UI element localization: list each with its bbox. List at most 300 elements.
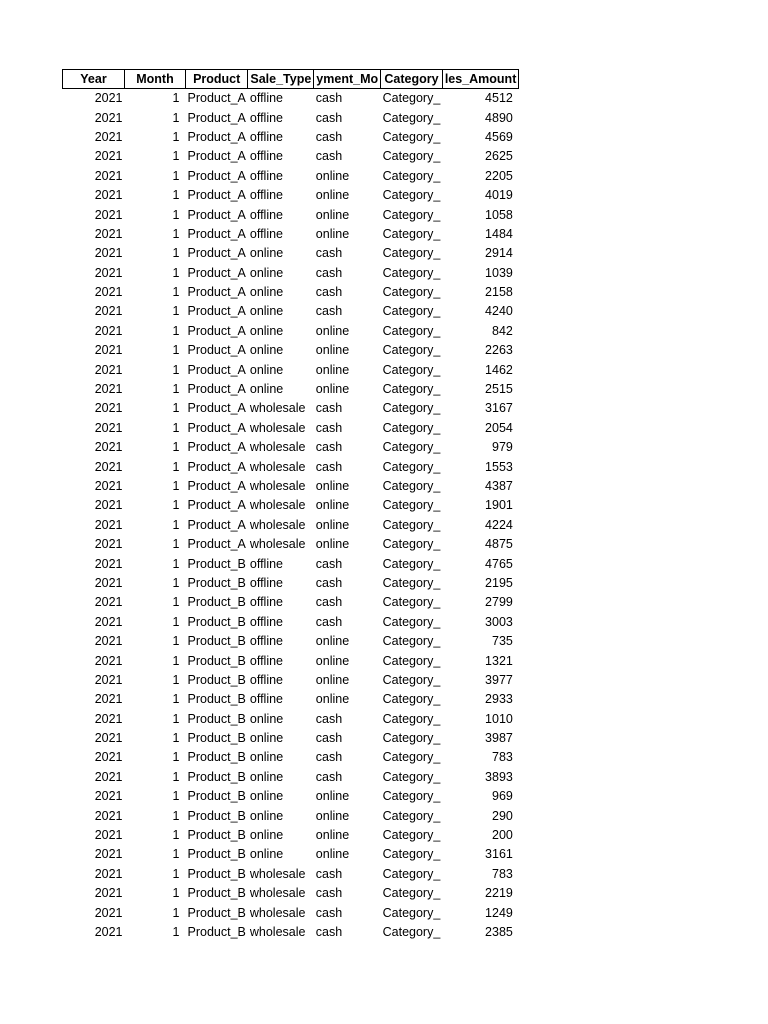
- cell-sale-type[interactable]: wholesale: [249, 459, 306, 474]
- cell-category[interactable]: Category_: [382, 401, 441, 416]
- cell-sale-type[interactable]: online: [249, 265, 284, 280]
- cell-sales-amount[interactable]: 1901: [485, 498, 513, 513]
- cell-payment-mode[interactable]: cash: [315, 866, 343, 881]
- cell-sale-type[interactable]: wholesale: [249, 420, 306, 435]
- cell-category[interactable]: Category_: [382, 808, 441, 823]
- cell-sales-amount[interactable]: 3161: [485, 847, 513, 862]
- cell-year[interactable]: 2021: [94, 382, 123, 397]
- cell-year[interactable]: 2021: [94, 595, 123, 610]
- cell-sale-type[interactable]: offline: [249, 556, 284, 571]
- cell-payment-mode[interactable]: online: [315, 634, 350, 649]
- cell-category[interactable]: Category_: [382, 207, 441, 222]
- cell-sale-type[interactable]: offline: [249, 149, 284, 164]
- cell-month[interactable]: 1: [172, 886, 180, 901]
- cell-year[interactable]: 2021: [94, 91, 123, 106]
- cell-category[interactable]: Category_: [382, 285, 441, 300]
- cell-month[interactable]: 1: [172, 362, 180, 377]
- cell-sale-type[interactable]: online: [249, 343, 284, 358]
- cell-category[interactable]: Category_: [382, 498, 441, 513]
- cell-product[interactable]: Product_B: [187, 866, 246, 881]
- cell-sale-type[interactable]: online: [249, 362, 284, 377]
- cell-month[interactable]: 1: [172, 343, 180, 358]
- cell-payment-mode[interactable]: online: [315, 168, 350, 183]
- cell-sale-type[interactable]: offline: [249, 653, 284, 668]
- cell-year[interactable]: 2021: [94, 246, 123, 261]
- cell-category[interactable]: Category_: [382, 711, 441, 726]
- cell-month[interactable]: 1: [172, 517, 180, 532]
- header-month[interactable]: Month: [125, 70, 186, 89]
- cell-payment-mode[interactable]: online: [315, 479, 350, 493]
- cell-sales-amount[interactable]: 1484: [485, 226, 513, 241]
- cell-product[interactable]: Product_B: [187, 614, 246, 629]
- cell-year[interactable]: 2021: [94, 459, 123, 474]
- cell-category[interactable]: Category_: [382, 886, 441, 901]
- cell-category[interactable]: Category_: [382, 769, 441, 784]
- cell-product[interactable]: Product_B: [187, 750, 246, 765]
- cell-product[interactable]: Product_A: [187, 498, 246, 513]
- cell-sales-amount[interactable]: 735: [492, 634, 513, 649]
- cell-sale-type[interactable]: offline: [249, 168, 284, 183]
- cell-month[interactable]: 1: [172, 789, 180, 804]
- header-sale-type[interactable]: Sale_Type: [248, 70, 314, 89]
- cell-year[interactable]: 2021: [94, 672, 123, 687]
- cell-sales-amount[interactable]: 979: [492, 440, 513, 455]
- cell-month[interactable]: 1: [172, 265, 180, 280]
- cell-category[interactable]: Category_: [382, 226, 441, 241]
- cell-payment-mode[interactable]: cash: [315, 575, 343, 590]
- cell-year[interactable]: 2021: [94, 226, 123, 241]
- cell-year[interactable]: 2021: [94, 188, 123, 203]
- cell-year[interactable]: 2021: [94, 886, 123, 901]
- cell-sales-amount[interactable]: 4224: [485, 517, 513, 532]
- cell-sales-amount[interactable]: 3977: [485, 672, 513, 687]
- cell-product[interactable]: Product_A: [187, 323, 246, 338]
- cell-product[interactable]: Product_A: [187, 207, 246, 222]
- cell-product[interactable]: Product_A: [187, 168, 246, 183]
- cell-payment-mode[interactable]: online: [315, 808, 350, 823]
- cell-payment-mode[interactable]: online: [315, 847, 350, 862]
- cell-sale-type[interactable]: offline: [249, 575, 284, 590]
- cell-sales-amount[interactable]: 1462: [485, 362, 513, 377]
- cell-category[interactable]: Category_: [382, 556, 441, 571]
- cell-sales-amount[interactable]: 1010: [485, 711, 513, 726]
- cell-category[interactable]: Category_: [382, 595, 441, 610]
- cell-month[interactable]: 1: [172, 614, 180, 629]
- cell-category[interactable]: Category_: [382, 537, 441, 552]
- cell-sales-amount[interactable]: 4240: [485, 304, 513, 319]
- cell-sales-amount[interactable]: 2263: [485, 343, 513, 358]
- cell-payment-mode[interactable]: cash: [315, 246, 343, 261]
- cell-payment-mode[interactable]: online: [315, 382, 350, 397]
- cell-sales-amount[interactable]: 3167: [485, 401, 513, 416]
- cell-sale-type[interactable]: wholesale: [249, 517, 306, 532]
- cell-product[interactable]: Product_B: [187, 711, 246, 726]
- cell-sales-amount[interactable]: 4019: [485, 188, 513, 203]
- cell-product[interactable]: Product_B: [187, 847, 246, 862]
- cell-payment-mode[interactable]: online: [315, 692, 350, 707]
- cell-sale-type[interactable]: online: [249, 304, 284, 319]
- cell-year[interactable]: 2021: [94, 440, 123, 455]
- cell-payment-mode[interactable]: cash: [315, 459, 343, 474]
- cell-payment-mode[interactable]: online: [315, 362, 350, 377]
- cell-payment-mode[interactable]: online: [315, 323, 350, 338]
- cell-payment-mode[interactable]: online: [315, 653, 350, 668]
- cell-year[interactable]: 2021: [94, 924, 123, 939]
- cell-year[interactable]: 2021: [94, 362, 123, 377]
- cell-payment-mode[interactable]: cash: [315, 905, 343, 920]
- cell-sale-type[interactable]: offline: [249, 634, 284, 649]
- cell-product[interactable]: Product_A: [187, 362, 246, 377]
- cell-month[interactable]: 1: [172, 750, 180, 765]
- cell-sales-amount[interactable]: 4569: [485, 129, 513, 144]
- cell-month[interactable]: 1: [172, 459, 180, 474]
- cell-category[interactable]: Category_: [382, 129, 441, 144]
- cell-year[interactable]: 2021: [94, 537, 123, 552]
- cell-category[interactable]: Category_: [382, 420, 441, 435]
- cell-sales-amount[interactable]: 969: [492, 789, 513, 804]
- cell-payment-mode[interactable]: cash: [315, 595, 343, 610]
- cell-month[interactable]: 1: [172, 808, 180, 823]
- cell-payment-mode[interactable]: cash: [315, 440, 343, 455]
- cell-sale-type[interactable]: wholesale: [249, 479, 306, 493]
- cell-category[interactable]: Category_: [382, 362, 441, 377]
- cell-sale-type[interactable]: online: [249, 731, 284, 746]
- cell-product[interactable]: Product_A: [187, 188, 246, 203]
- cell-category[interactable]: Category_: [382, 905, 441, 920]
- cell-month[interactable]: 1: [172, 479, 180, 493]
- cell-year[interactable]: 2021: [94, 517, 123, 532]
- cell-payment-mode[interactable]: cash: [315, 420, 343, 435]
- cell-sale-type[interactable]: offline: [249, 207, 284, 222]
- cell-sales-amount[interactable]: 1039: [485, 265, 513, 280]
- cell-month[interactable]: 1: [172, 498, 180, 513]
- cell-sales-amount[interactable]: 842: [492, 323, 513, 338]
- cell-month[interactable]: 1: [172, 188, 180, 203]
- cell-sales-amount[interactable]: 2205: [485, 168, 513, 183]
- cell-month[interactable]: 1: [172, 110, 180, 125]
- cell-category[interactable]: Category_: [382, 847, 441, 862]
- cell-payment-mode[interactable]: online: [315, 789, 350, 804]
- cell-category[interactable]: Category_: [382, 692, 441, 707]
- cell-sales-amount[interactable]: 2158: [485, 285, 513, 300]
- cell-sales-amount[interactable]: 4512: [485, 91, 513, 106]
- cell-product[interactable]: Product_A: [187, 129, 246, 144]
- cell-payment-mode[interactable]: online: [315, 828, 350, 843]
- cell-month[interactable]: 1: [172, 556, 180, 571]
- cell-sales-amount[interactable]: 1058: [485, 207, 513, 222]
- cell-month[interactable]: 1: [172, 847, 180, 862]
- cell-sales-amount[interactable]: 4387: [485, 479, 513, 493]
- cell-sales-amount[interactable]: 2195: [485, 575, 513, 590]
- cell-product[interactable]: Product_B: [187, 808, 246, 823]
- cell-payment-mode[interactable]: cash: [315, 401, 343, 416]
- cell-sales-amount[interactable]: 290: [492, 808, 513, 823]
- cell-sales-amount[interactable]: 1321: [485, 653, 513, 668]
- cell-sales-amount[interactable]: 4875: [485, 537, 513, 552]
- cell-sale-type[interactable]: wholesale: [249, 905, 306, 920]
- cell-month[interactable]: 1: [172, 91, 180, 106]
- cell-payment-mode[interactable]: online: [315, 207, 350, 222]
- cell-payment-mode[interactable]: cash: [315, 769, 343, 784]
- cell-year[interactable]: 2021: [94, 420, 123, 435]
- cell-payment-mode[interactable]: cash: [315, 285, 343, 300]
- cell-category[interactable]: Category_: [382, 731, 441, 746]
- cell-sale-type[interactable]: online: [249, 828, 284, 843]
- cell-payment-mode[interactable]: cash: [315, 129, 343, 144]
- cell-year[interactable]: 2021: [94, 498, 123, 513]
- cell-year[interactable]: 2021: [94, 285, 123, 300]
- cell-payment-mode[interactable]: cash: [315, 750, 343, 765]
- cell-sale-type[interactable]: online: [249, 769, 284, 784]
- cell-product[interactable]: Product_A: [187, 401, 246, 416]
- cell-month[interactable]: 1: [172, 168, 180, 183]
- cell-product[interactable]: Product_A: [187, 226, 246, 241]
- cell-month[interactable]: 1: [172, 924, 180, 939]
- cell-sales-amount[interactable]: 2515: [485, 382, 513, 397]
- cell-payment-mode[interactable]: online: [315, 188, 350, 203]
- cell-product[interactable]: Product_A: [187, 285, 246, 300]
- cell-category[interactable]: Category_: [382, 246, 441, 261]
- cell-month[interactable]: 1: [172, 226, 180, 241]
- cell-product[interactable]: Product_A: [187, 382, 246, 397]
- cell-year[interactable]: 2021: [94, 323, 123, 338]
- cell-category[interactable]: Category_: [382, 924, 441, 939]
- cell-month[interactable]: 1: [172, 401, 180, 416]
- cell-payment-mode[interactable]: cash: [315, 886, 343, 901]
- cell-category[interactable]: Category_: [382, 168, 441, 183]
- cell-sales-amount[interactable]: 1249: [485, 905, 513, 920]
- cell-payment-mode[interactable]: online: [315, 672, 350, 687]
- cell-month[interactable]: 1: [172, 420, 180, 435]
- cell-year[interactable]: 2021: [94, 866, 123, 881]
- cell-year[interactable]: 2021: [94, 401, 123, 416]
- cell-category[interactable]: Category_: [382, 828, 441, 843]
- cell-category[interactable]: Category_: [382, 382, 441, 397]
- cell-product[interactable]: Product_B: [187, 672, 246, 687]
- cell-payment-mode[interactable]: cash: [315, 711, 343, 726]
- cell-payment-mode[interactable]: online: [315, 498, 350, 513]
- cell-product[interactable]: Product_A: [187, 459, 246, 474]
- cell-product[interactable]: Product_B: [187, 924, 246, 939]
- cell-category[interactable]: Category_: [382, 789, 441, 804]
- cell-year[interactable]: 2021: [94, 168, 123, 183]
- cell-sales-amount[interactable]: 3987: [485, 731, 513, 746]
- cell-month[interactable]: 1: [172, 304, 180, 319]
- cell-sales-amount[interactable]: 2799: [485, 595, 513, 610]
- cell-month[interactable]: 1: [172, 828, 180, 843]
- cell-sale-type[interactable]: wholesale: [249, 924, 306, 939]
- cell-sale-type[interactable]: wholesale: [249, 886, 306, 901]
- cell-payment-mode[interactable]: cash: [315, 924, 343, 939]
- cell-category[interactable]: Category_: [382, 459, 441, 474]
- cell-product[interactable]: Product_A: [187, 265, 246, 280]
- cell-year[interactable]: 2021: [94, 789, 123, 804]
- cell-month[interactable]: 1: [172, 537, 180, 552]
- cell-sale-type[interactable]: offline: [249, 226, 284, 241]
- cell-year[interactable]: 2021: [94, 808, 123, 823]
- cell-month[interactable]: 1: [172, 711, 180, 726]
- cell-sales-amount[interactable]: 2625: [485, 149, 513, 164]
- cell-year[interactable]: 2021: [94, 207, 123, 222]
- cell-product[interactable]: Product_B: [187, 769, 246, 784]
- cell-sale-type[interactable]: online: [249, 847, 284, 862]
- cell-year[interactable]: 2021: [94, 731, 123, 746]
- cell-year[interactable]: 2021: [94, 110, 123, 125]
- cell-category[interactable]: Category_: [382, 517, 441, 532]
- cell-category[interactable]: Category_: [382, 304, 441, 319]
- cell-sales-amount[interactable]: 2385: [485, 924, 513, 939]
- cell-product[interactable]: Product_B: [187, 595, 246, 610]
- cell-year[interactable]: 2021: [94, 711, 123, 726]
- cell-category[interactable]: Category_: [382, 614, 441, 629]
- cell-sales-amount[interactable]: 2933: [485, 692, 513, 707]
- cell-payment-mode[interactable]: cash: [315, 91, 343, 106]
- cell-category[interactable]: Category_: [382, 265, 441, 280]
- cell-product[interactable]: Product_A: [187, 420, 246, 435]
- cell-category[interactable]: Category_: [382, 149, 441, 164]
- cell-product[interactable]: Product_A: [187, 440, 246, 455]
- cell-product[interactable]: Product_B: [187, 828, 246, 843]
- cell-year[interactable]: 2021: [94, 634, 123, 649]
- cell-sales-amount[interactable]: 2054: [485, 420, 513, 435]
- cell-sale-type[interactable]: online: [249, 285, 284, 300]
- cell-category[interactable]: Category_: [382, 479, 441, 493]
- cell-sale-type[interactable]: offline: [249, 595, 284, 610]
- cell-sale-type[interactable]: online: [249, 808, 284, 823]
- cell-category[interactable]: Category_: [382, 188, 441, 203]
- cell-month[interactable]: 1: [172, 866, 180, 881]
- cell-month[interactable]: 1: [172, 440, 180, 455]
- cell-product[interactable]: Product_B: [187, 789, 246, 804]
- cell-sales-amount[interactable]: 783: [492, 750, 513, 765]
- cell-product[interactable]: Product_A: [187, 91, 246, 106]
- cell-payment-mode[interactable]: cash: [315, 110, 343, 125]
- cell-sale-type[interactable]: wholesale: [249, 401, 306, 416]
- cell-month[interactable]: 1: [172, 692, 180, 707]
- cell-sale-type[interactable]: offline: [249, 91, 284, 106]
- cell-month[interactable]: 1: [172, 382, 180, 397]
- cell-sale-type[interactable]: online: [249, 711, 284, 726]
- cell-year[interactable]: 2021: [94, 265, 123, 280]
- cell-month[interactable]: 1: [172, 672, 180, 687]
- cell-month[interactable]: 1: [172, 653, 180, 668]
- cell-product[interactable]: Product_A: [187, 304, 246, 319]
- cell-product[interactable]: Product_A: [187, 110, 246, 125]
- cell-month[interactable]: 1: [172, 246, 180, 261]
- header-category[interactable]: Category: [381, 70, 443, 89]
- cell-payment-mode[interactable]: online: [315, 517, 350, 532]
- cell-product[interactable]: Product_A: [187, 246, 246, 261]
- cell-payment-mode[interactable]: cash: [315, 556, 343, 571]
- cell-sale-type[interactable]: offline: [249, 110, 284, 125]
- cell-category[interactable]: Category_: [382, 750, 441, 765]
- cell-sale-type[interactable]: online: [249, 750, 284, 765]
- header-year[interactable]: Year: [63, 70, 125, 89]
- cell-sale-type[interactable]: offline: [249, 614, 284, 629]
- cell-product[interactable]: Product_B: [187, 905, 246, 920]
- cell-year[interactable]: 2021: [94, 343, 123, 358]
- cell-sale-type[interactable]: wholesale: [249, 498, 306, 513]
- cell-year[interactable]: 2021: [94, 129, 123, 144]
- cell-product[interactable]: Product_A: [187, 343, 246, 358]
- cell-category[interactable]: Category_: [382, 866, 441, 881]
- cell-sale-type[interactable]: online: [249, 323, 284, 338]
- cell-year[interactable]: 2021: [94, 653, 123, 668]
- cell-payment-mode[interactable]: online: [315, 537, 350, 552]
- cell-month[interactable]: 1: [172, 129, 180, 144]
- cell-product[interactable]: Product_B: [187, 653, 246, 668]
- cell-payment-mode[interactable]: cash: [315, 731, 343, 746]
- cell-category[interactable]: Category_: [382, 653, 441, 668]
- cell-year[interactable]: 2021: [94, 304, 123, 319]
- cell-sales-amount[interactable]: 3003: [485, 614, 513, 629]
- cell-year[interactable]: 2021: [94, 614, 123, 629]
- cell-sale-type[interactable]: offline: [249, 188, 284, 203]
- cell-sales-amount[interactable]: 3893: [485, 769, 513, 784]
- cell-payment-mode[interactable]: cash: [315, 265, 343, 280]
- cell-category[interactable]: Category_: [382, 110, 441, 125]
- cell-year[interactable]: 2021: [94, 575, 123, 590]
- cell-year[interactable]: 2021: [94, 479, 123, 493]
- cell-sales-amount[interactable]: 783: [492, 866, 513, 881]
- cell-year[interactable]: 2021: [94, 750, 123, 765]
- cell-category[interactable]: Category_: [382, 440, 441, 455]
- header-product[interactable]: Product: [186, 70, 248, 89]
- cell-payment-mode[interactable]: online: [315, 343, 350, 358]
- cell-sale-type[interactable]: online: [249, 789, 284, 804]
- cell-year[interactable]: 2021: [94, 556, 123, 571]
- cell-product[interactable]: Product_B: [187, 731, 246, 746]
- cell-month[interactable]: 1: [172, 731, 180, 746]
- cell-category[interactable]: Category_: [382, 323, 441, 338]
- cell-year[interactable]: 2021: [94, 905, 123, 920]
- cell-sales-amount[interactable]: 4765: [485, 556, 513, 571]
- cell-product[interactable]: Product_B: [187, 692, 246, 707]
- cell-product[interactable]: Product_B: [187, 634, 246, 649]
- cell-product[interactable]: Product_A: [187, 537, 246, 552]
- cell-payment-mode[interactable]: online: [315, 226, 350, 241]
- cell-month[interactable]: 1: [172, 595, 180, 610]
- cell-product[interactable]: Product_A: [187, 517, 246, 532]
- cell-month[interactable]: 1: [172, 207, 180, 222]
- cell-product[interactable]: Product_B: [187, 886, 246, 901]
- cell-product[interactable]: Product_B: [187, 575, 246, 590]
- cell-year[interactable]: 2021: [94, 149, 123, 164]
- cell-sale-type[interactable]: offline: [249, 672, 284, 687]
- cell-sales-amount[interactable]: 2914: [485, 246, 513, 261]
- cell-category[interactable]: Category_: [382, 343, 441, 358]
- header-sales-amount[interactable]: les_Amount: [442, 70, 519, 89]
- cell-sales-amount[interactable]: 2219: [485, 886, 513, 901]
- cell-product[interactable]: Product_A: [187, 149, 246, 164]
- cell-month[interactable]: 1: [172, 769, 180, 784]
- cell-month[interactable]: 1: [172, 323, 180, 338]
- cell-payment-mode[interactable]: cash: [315, 614, 343, 629]
- cell-month[interactable]: 1: [172, 149, 180, 164]
- cell-year[interactable]: 2021: [94, 769, 123, 784]
- cell-month[interactable]: 1: [172, 285, 180, 300]
- cell-category[interactable]: Category_: [382, 575, 441, 590]
- cell-sale-type[interactable]: wholesale: [249, 866, 306, 881]
- cell-payment-mode[interactable]: cash: [315, 149, 343, 164]
- header-payment-mode[interactable]: yment_Mo: [314, 70, 381, 89]
- cell-product[interactable]: Product_B: [187, 556, 246, 571]
- cell-year[interactable]: 2021: [94, 847, 123, 862]
- cell-sale-type[interactable]: online: [249, 382, 284, 397]
- cell-sale-type[interactable]: online: [249, 246, 284, 261]
- cell-year[interactable]: 2021: [94, 828, 123, 843]
- cell-category[interactable]: Category_: [382, 672, 441, 687]
